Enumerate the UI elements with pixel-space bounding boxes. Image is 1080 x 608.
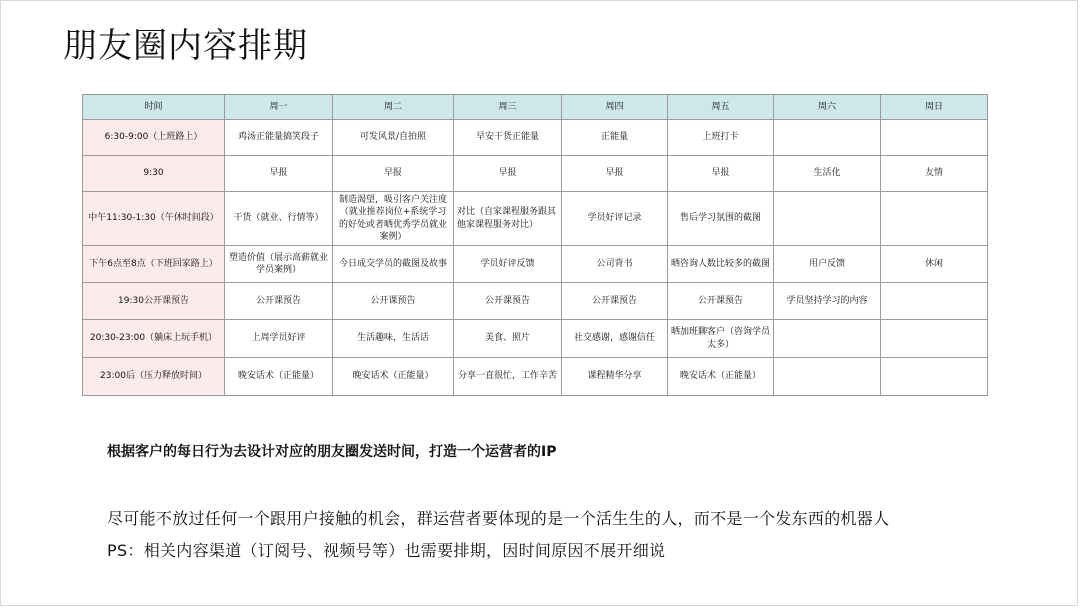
table-row	[83, 320, 988, 358]
table-cell: 干货（就业、行情等）	[225, 192, 333, 246]
table-cell: 生活趣味，生活话	[333, 320, 454, 358]
table-cell: 晚安话术（正能量）	[668, 358, 774, 396]
table-cell: 学员坚持学习的内容	[774, 283, 881, 320]
table-cell: 学员好评反馈	[454, 246, 562, 283]
table-cell	[774, 192, 881, 246]
table-cell: 公司背书	[562, 246, 668, 283]
table-cell	[774, 358, 881, 396]
time-slot-cell: 23:00后（压力释放时间）	[83, 358, 225, 396]
table-cell: 分享一直很忙，工作辛苦	[454, 358, 562, 396]
header-monday: 周一	[225, 95, 333, 120]
body-text-line: 尽可能不放过任何一个跟用户接触的机会，群运营者要体现的是一个活生生的人，而不是一个发东西的机器人	[107, 509, 890, 528]
table-cell: 上周学员好评	[225, 320, 333, 358]
header-friday: 周五	[668, 95, 774, 120]
table-cell: 休闲	[881, 246, 988, 283]
table-cell: 社交感谢，感谢信任	[562, 320, 668, 358]
time-slot-cell: 20:30-23:00（躺床上玩手机）	[83, 320, 225, 358]
table-cell: 生活化	[774, 156, 881, 192]
table-cell	[774, 320, 881, 358]
table-row	[83, 192, 988, 246]
table-row	[83, 156, 988, 192]
header-wednesday: 周三	[454, 95, 562, 120]
table-cell	[881, 358, 988, 396]
table-cell: 公开课预告	[225, 283, 333, 320]
table-cell: 早报	[562, 156, 668, 192]
table-cell: 早报	[225, 156, 333, 192]
table-cell: 制造渴望，吸引客户关注度（就业推荐岗位+系统学习的好处或者晒优秀学员就业案例）	[333, 192, 454, 246]
table-cell	[881, 283, 988, 320]
header-saturday: 周六	[774, 95, 881, 120]
table-cell: 公开课预告	[333, 283, 454, 320]
table-cell: 对比（自家课程服务跟其他家课程服务对比）	[454, 192, 562, 246]
time-slot-cell: 下午6点至8点（下班回家路上）	[83, 246, 225, 283]
table-cell: 学员好评记录	[562, 192, 668, 246]
table-cell: 可发风景/自拍照	[333, 120, 454, 156]
time-slot-cell: 中午11:30-1:30（午休时间段）	[83, 192, 225, 246]
table-cell: 用户反馈	[774, 246, 881, 283]
table-cell: 美食、照片	[454, 320, 562, 358]
header-tuesday: 周二	[333, 95, 454, 120]
table-row	[83, 246, 988, 283]
table-cell	[881, 320, 988, 358]
table-cell: 正能量	[562, 120, 668, 156]
time-slot-cell: 6:30-9:00（上班路上）	[83, 120, 225, 156]
header-sunday: 周日	[881, 95, 988, 120]
table-cell: 晚安话术（正能量）	[333, 358, 454, 396]
table-cell: 早报	[454, 156, 562, 192]
table-cell: 鸡汤正能量搞笑段子	[225, 120, 333, 156]
table-cell: 塑造价值（展示高薪就业学员案例）	[225, 246, 333, 283]
table-cell	[881, 120, 988, 156]
table-cell: 早报	[668, 156, 774, 192]
table-cell: 早报	[333, 156, 454, 192]
table-cell: 课程精华分享	[562, 358, 668, 396]
time-slot-cell: 19:30公开课预告	[83, 283, 225, 320]
table-cell: 公开课预告	[562, 283, 668, 320]
header-time: 时间	[83, 95, 225, 120]
table-row	[83, 283, 988, 320]
content-schedule-table	[82, 94, 988, 396]
table-cell: 售后学习氛围的截图	[668, 192, 774, 246]
time-slot-cell: 9:30	[83, 156, 225, 192]
table-cell: 上班打卡	[668, 120, 774, 156]
table-cell: 友情	[881, 156, 988, 192]
body-text-line: PS：相关内容渠道（订阅号、视频号等）也需要排期，因时间原因不展开细说	[107, 541, 666, 560]
headline-text: 根据客户的每日行为去设计对应的朋友圈发送时间，打造一个运营者的IP	[107, 444, 557, 460]
table-cell	[774, 120, 881, 156]
table-cell: 晒加班聊客户（咨询学员太多）	[668, 320, 774, 358]
table-cell: 公开课预告	[454, 283, 562, 320]
table-row	[83, 120, 988, 156]
table-cell	[881, 192, 988, 246]
table-cell: 早安干货正能量	[454, 120, 562, 156]
slide-title: 朋友圈内容排期	[63, 26, 308, 66]
table-cell: 晒咨询人数比较多的截图	[668, 246, 774, 283]
table-row	[83, 358, 988, 396]
table-cell: 公开课预告	[668, 283, 774, 320]
table-header-row	[83, 95, 988, 120]
header-thursday: 周四	[562, 95, 668, 120]
table-cell: 晚安话术（正能量）	[225, 358, 333, 396]
table-cell: 今日成交学员的截图及故事	[333, 246, 454, 283]
